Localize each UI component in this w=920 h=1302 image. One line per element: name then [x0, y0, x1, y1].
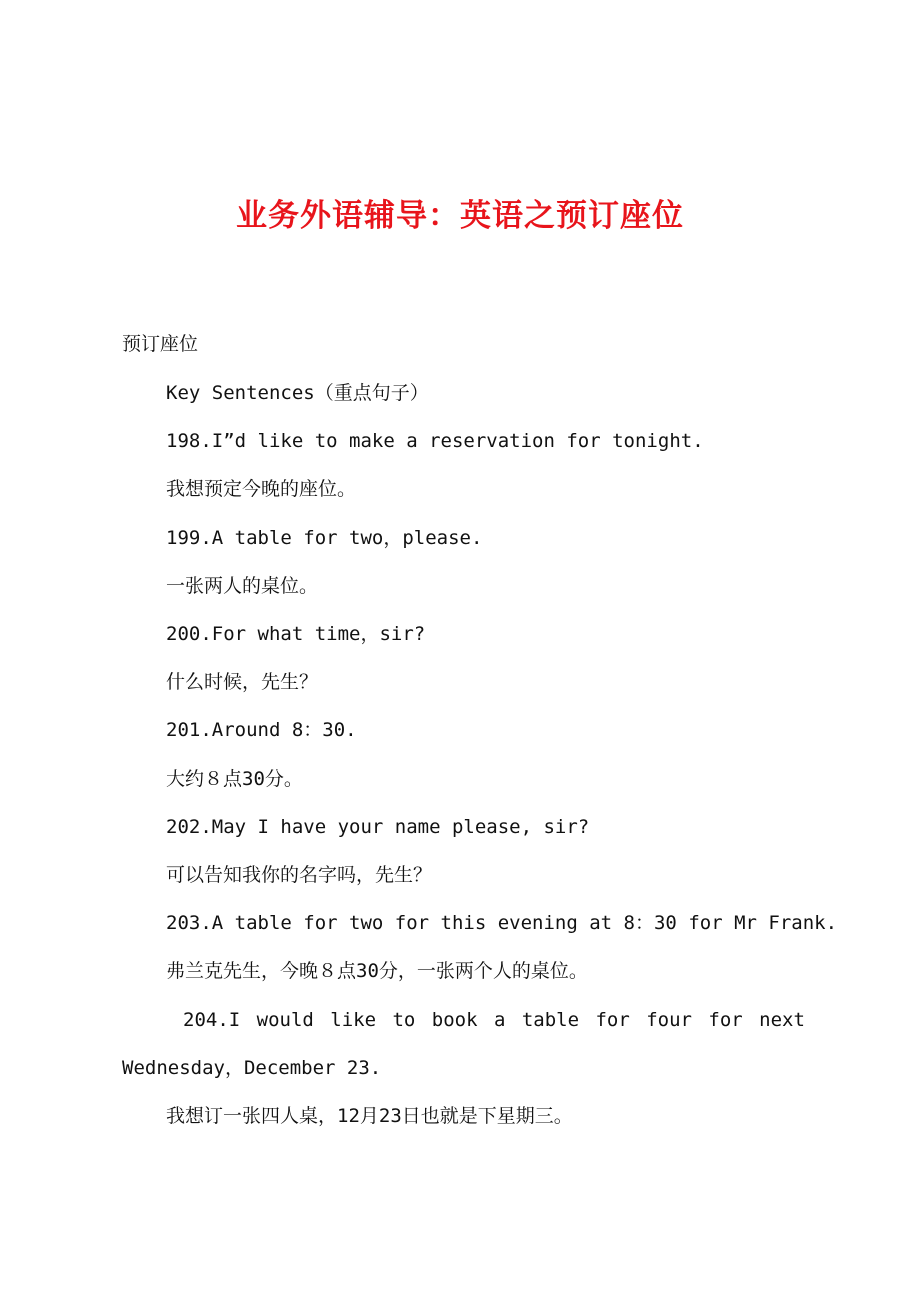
- sentence-202-zh: 可以告知我你的名字吗，先生？: [166, 864, 433, 886]
- sentence-199-zh: 一张两人的桌位。: [166, 575, 319, 597]
- sentence-199-en: 199.A table for two，please.: [166, 527, 483, 549]
- word: next: [759, 1009, 805, 1031]
- sentence-204-en-line2: Wednesday，December 23.: [122, 1057, 382, 1079]
- word: like: [330, 1009, 377, 1031]
- sentence-200-en: 200.For what time，sir?: [166, 623, 426, 645]
- sentence-203-en: 203.A table for two for this evening at 8：30 for Mr Frank.: [166, 912, 838, 934]
- section-heading: 预订座位: [122, 333, 199, 355]
- sentence-204-en-line1: [183, 1006, 805, 1034]
- word: would: [256, 1009, 314, 1031]
- document-title: 业务外语辅导：英语之预订座位: [236, 198, 684, 234]
- sentence-202-en: 202.May I have your name please, sir?: [166, 816, 590, 838]
- word: a: [493, 1009, 506, 1031]
- word: for: [708, 1009, 743, 1031]
- sentence-204-zh: 我想订一张四人桌，12月23日也就是下星期三。: [166, 1105, 573, 1127]
- subheading: Key Sentences（重点句子）: [166, 382, 429, 404]
- sentence-198-en: 198.I”d like to make a reservation for tonight.: [166, 430, 704, 452]
- word: four: [646, 1009, 692, 1031]
- sentence-200-zh: 什么时候，先生？: [166, 671, 319, 693]
- sentence-201-en: 201.Around 8：30.: [166, 719, 357, 741]
- word: book: [431, 1009, 478, 1031]
- sentence-201-zh: 大约８点30分。: [166, 768, 303, 790]
- sentence-198-zh: 我想预定今晚的座位。: [166, 478, 357, 500]
- sentence-203-zh: 弗兰克先生，今晚８点30分，一张两个人的桌位。: [166, 960, 588, 982]
- word: 204.I: [183, 1009, 241, 1031]
- word: table: [521, 1009, 580, 1031]
- word: for: [595, 1009, 630, 1031]
- word: to: [392, 1009, 416, 1031]
